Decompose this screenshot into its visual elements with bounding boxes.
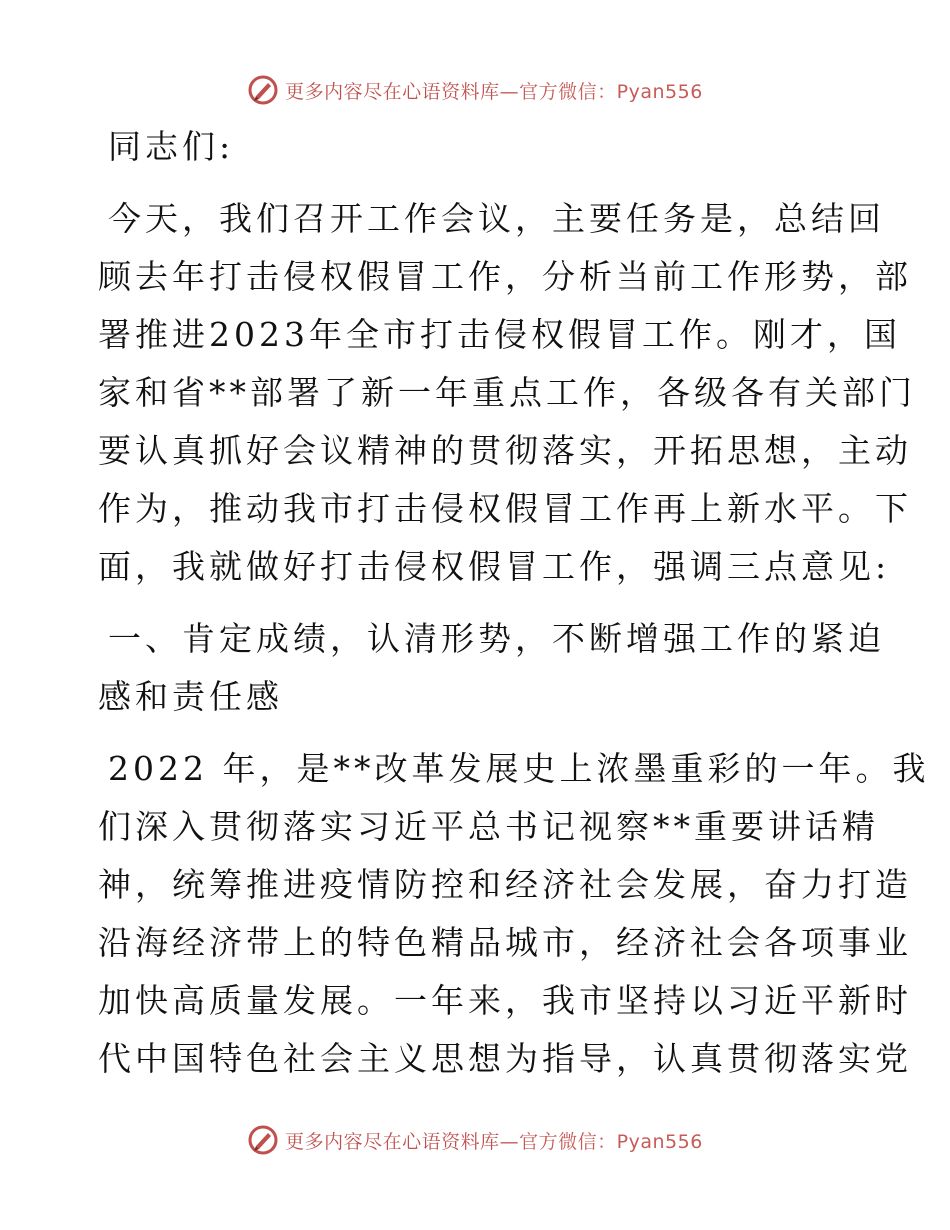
paragraph-line: 今天，我们召开工作会议，主要任务是，总结回 xyxy=(108,199,885,238)
paragraph-line: 家和省**部署了新一年重点工作，各级各有关部门 xyxy=(98,373,916,412)
section-heading-1 xyxy=(98,610,885,726)
heading-line: 感和责任感 xyxy=(98,677,283,716)
paragraph-line: 署推进2023年全市打击侵权假冒工作。刚才，国 xyxy=(98,315,901,354)
paragraph-line: 沿海经济带上的特色精品城市，经济社会各项事业 xyxy=(98,923,912,962)
header-watermark-banner xyxy=(0,70,950,110)
paragraph-line: 代中国特色社会主义思想为指导，认真贯彻落实党 xyxy=(98,1039,912,1078)
header-banner-wechat: —官方微信：Pyan556 xyxy=(499,80,703,103)
salutation: 同志们: xyxy=(108,127,235,166)
paragraph-line: 作为，推动我市打击侵权假冒工作再上新水平。下 xyxy=(98,489,912,528)
footer-banner-main: 更多内容尽在心语资料库 xyxy=(285,1130,500,1153)
paragraph-line: 要认真抓好会议精神的贯彻落实，开拓思想，主动 xyxy=(98,431,912,470)
paragraph-line: 顾去年打击侵权假冒工作，分析当前工作形势，部 xyxy=(98,257,912,296)
footer-watermark-banner xyxy=(0,1120,950,1160)
pen-circle-logo-icon xyxy=(247,74,279,106)
paragraph-1 xyxy=(98,190,916,596)
paragraph-line: 面，我就做好打击侵权假冒工作，强调三点意见: xyxy=(98,547,891,586)
header-banner-text xyxy=(285,77,703,104)
header-banner-main: 更多内容尽在心语资料库 xyxy=(285,80,500,103)
pen-circle-logo-icon xyxy=(247,1124,279,1156)
paragraph-line: 2022 年，是**改革发展史上浓墨重彩的一年。我 xyxy=(108,749,930,788)
footer-banner-text xyxy=(285,1127,703,1154)
paragraph-2 xyxy=(98,740,930,1088)
paragraph-line: 加快高质量发展。一年来，我市坚持以习近平新时 xyxy=(98,981,912,1020)
heading-line: 一、肯定成绩，认清形势，不断增强工作的紧迫 xyxy=(108,619,885,658)
paragraph-line: 神，统筹推进疫情防控和经济社会发展，奋力打造 xyxy=(98,865,912,904)
paragraph-line: 们深入贯彻落实习近平总书记视察**重要讲话精 xyxy=(98,807,879,846)
footer-banner-wechat: —官方微信：Pyan556 xyxy=(499,1130,703,1153)
document-body xyxy=(98,118,930,1088)
